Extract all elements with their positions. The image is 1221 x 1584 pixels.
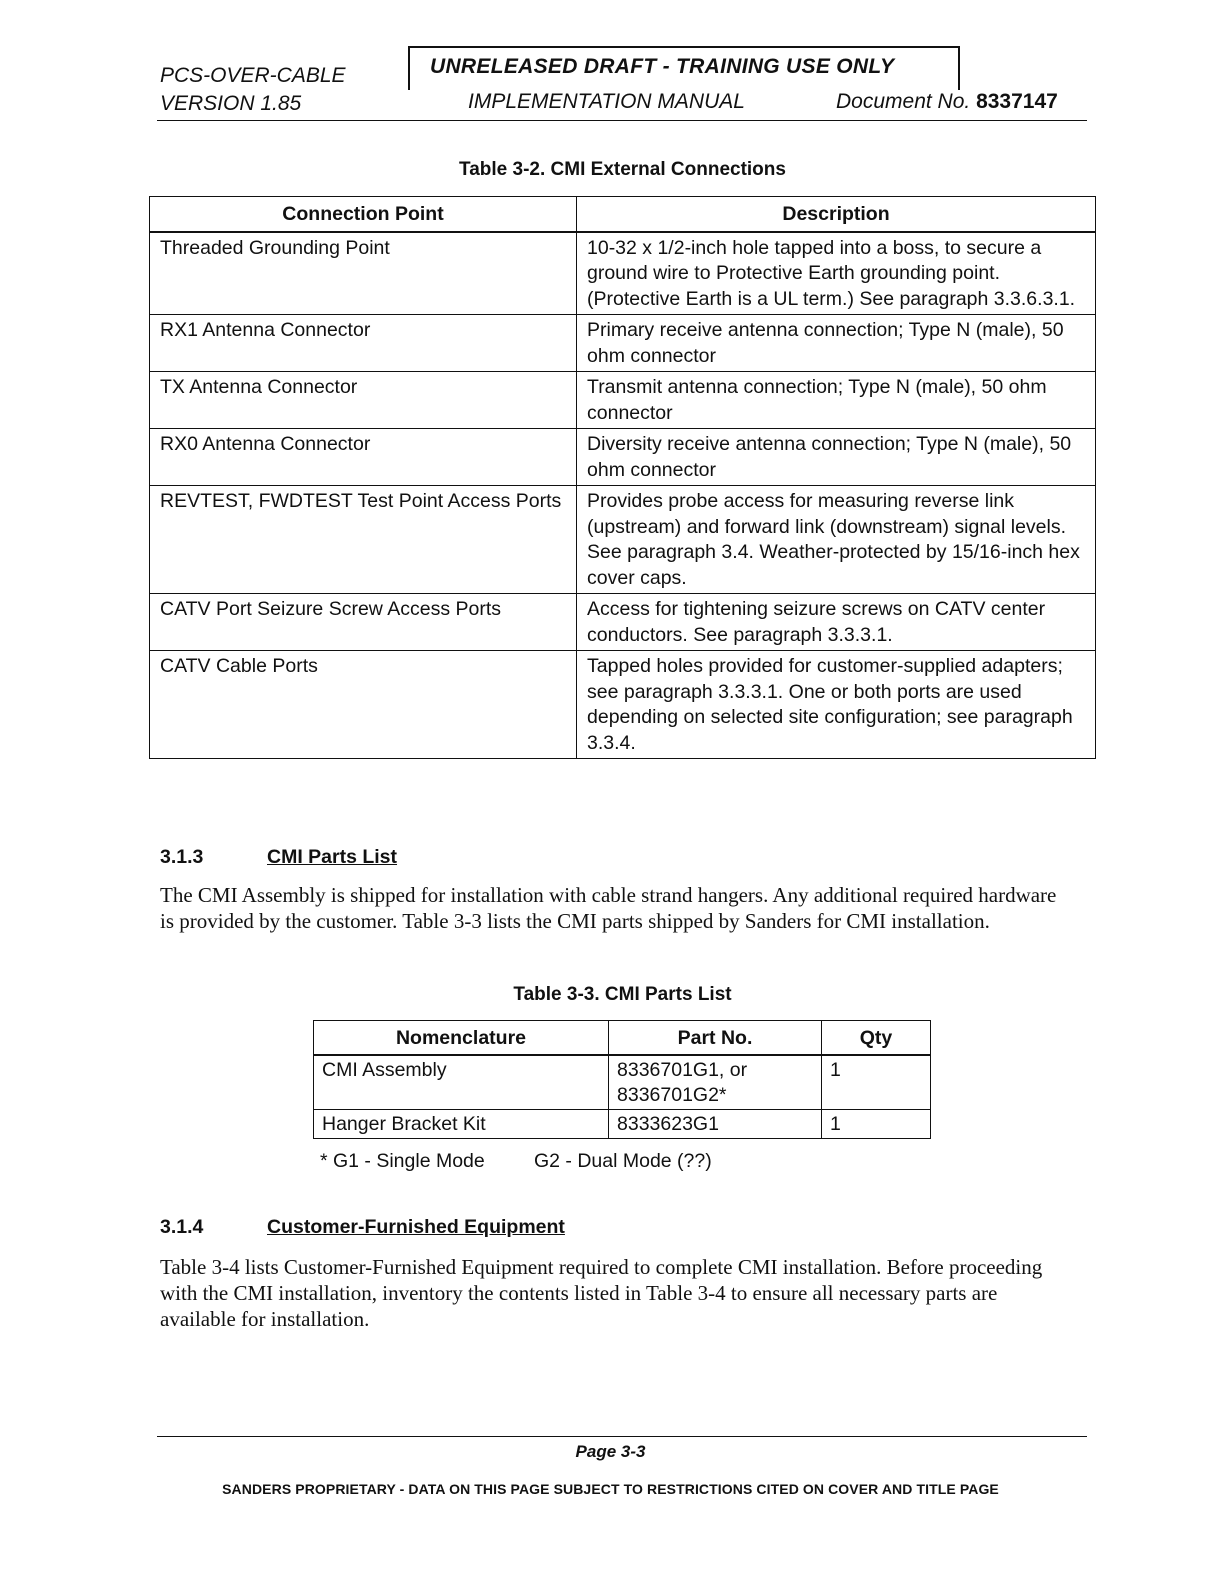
- table-row: [150, 594, 1096, 651]
- table-row: [150, 372, 1096, 429]
- cell-qty: 1: [822, 1110, 931, 1139]
- table-row: [150, 315, 1096, 372]
- cell-part-no: 8333623G1: [609, 1110, 822, 1139]
- header-document-number: [836, 90, 1058, 114]
- section-heading-3-1-3: [160, 846, 397, 869]
- cell-desc: Tapped holes provided for customer-supplied adapters; see paragraph 3.3.3.1. One or both ports are used depending on selected site configuration; see paragraph 3.3.4.: [577, 651, 1096, 759]
- col-header-nomenclature: Nomenclature: [314, 1021, 609, 1056]
- draft-banner-box: [408, 46, 960, 90]
- table-row: [150, 486, 1096, 594]
- cell-nomenclature: CMI Assembly: [314, 1055, 609, 1110]
- cell-point: RX0 Antenna Connector: [150, 429, 577, 486]
- cell-point: CATV Port Seizure Screw Access Ports: [150, 594, 577, 651]
- cell-nomenclature: Hanger Bracket Kit: [314, 1110, 609, 1139]
- cell-desc: Transmit antenna connection; Type N (male), 50 ohm connector: [577, 372, 1096, 429]
- cell-desc: Primary receive antenna connection; Type N (male), 50 ohm connector: [577, 315, 1096, 372]
- footer-rule: [157, 1436, 1087, 1437]
- cell-desc: Diversity receive antenna connection; Type N (male), 50 ohm connector: [577, 429, 1096, 486]
- doc-number: 8337147: [976, 90, 1058, 113]
- cell-part-no: [609, 1055, 822, 1110]
- table-row: [150, 651, 1096, 759]
- doc-label: Document No.: [836, 90, 971, 113]
- cell-desc: Provides probe access for measuring reverse link (upstream) and forward link (downstream) signal levels. See paragraph 3.4. Weather-protected by 15/16-inch hex cover caps.: [577, 486, 1096, 594]
- table-row: [314, 1110, 931, 1139]
- col-header-description: Description: [577, 197, 1096, 232]
- table-3-3-footnote: [320, 1150, 712, 1173]
- col-header-qty: Qty: [822, 1021, 931, 1056]
- footnote-g2: G2 - Dual Mode (??): [534, 1150, 712, 1172]
- header-product-version: [160, 62, 346, 118]
- cell-point: TX Antenna Connector: [150, 372, 577, 429]
- cell-desc: Access for tightening seizure screws on CATV center conductors. See paragraph 3.3.3.1.: [577, 594, 1096, 651]
- section-3-1-4-body: Table 3-4 lists Customer-Furnished Equipment required to complete CMI installation. Before proceeding with the CMI installation, inventory the contents listed in Table 3-4 to ensure all necessary parts are available for installation.: [160, 1255, 1043, 1331]
- table-row: [150, 232, 1096, 315]
- footnote-g1: * G1 - Single Mode: [320, 1150, 485, 1172]
- proprietary-notice: SANDERS PROPRIETARY - DATA ON THIS PAGE SUBJECT TO RESTRICTIONS CITED ON COVER AND TITLE PAGE: [222, 1481, 999, 1497]
- header-version: VERSION 1.85: [160, 92, 302, 115]
- header-rule: [157, 120, 1087, 121]
- cell-point: Threaded Grounding Point: [150, 232, 577, 315]
- table-row: [314, 1055, 931, 1110]
- cell-point: REVTEST, FWDTEST Test Point Access Ports: [150, 486, 577, 594]
- section-3-1-3-body: The CMI Assembly is shipped for installation with cable strand hangers. Any additional required hardware is provided by the customer. Table 3-3 lists the CMI parts shipped by Sanders for CMI installation.: [160, 883, 1057, 933]
- table-3-2-caption: Table 3-2. CMI External Connections: [459, 159, 786, 180]
- draft-banner: UNRELEASED DRAFT - TRAINING USE ONLY: [430, 55, 895, 78]
- page-number: Page 3-3: [575, 1442, 646, 1461]
- part-no-line: 8336701G1, or: [617, 1059, 748, 1081]
- header-manual-title: IMPLEMENTATION MANUAL: [468, 90, 745, 113]
- section-number: 3.1.3: [160, 846, 204, 868]
- col-header-connection-point: Connection Point: [150, 197, 577, 232]
- section-title: Customer-Furnished Equipment: [267, 1216, 565, 1238]
- section-title: CMI Parts List: [267, 846, 398, 868]
- table-3-2: [149, 196, 1096, 759]
- table-3-3-caption: Table 3-3. CMI Parts List: [513, 984, 732, 1005]
- section-heading-3-1-4: [160, 1216, 565, 1239]
- cell-point: RX1 Antenna Connector: [150, 315, 577, 372]
- table-row: [150, 429, 1096, 486]
- cell-qty: 1: [822, 1055, 931, 1110]
- header-product: PCS-OVER-CABLE: [160, 64, 346, 87]
- part-no-line: 8336701G2*: [617, 1084, 727, 1106]
- col-header-part-no: Part No.: [609, 1021, 822, 1056]
- cell-desc: 10-32 x 1/2-inch hole tapped into a boss, to secure a ground wire to Protective Earth grounding point. (Protective Earth is a UL term.) See paragraph 3.3.6.3.1.: [577, 232, 1096, 315]
- cell-point: CATV Cable Ports: [150, 651, 577, 759]
- table-3-3: [313, 1020, 931, 1139]
- section-number: 3.1.4: [160, 1216, 204, 1238]
